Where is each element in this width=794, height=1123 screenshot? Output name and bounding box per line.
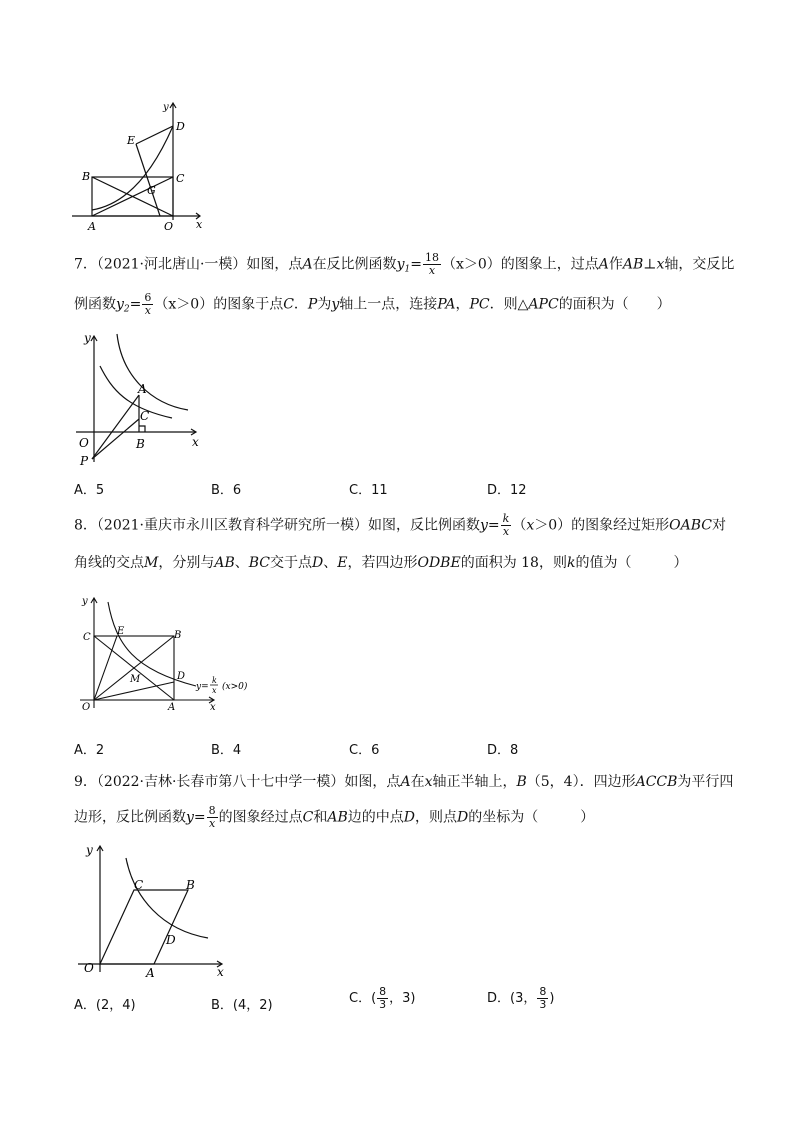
q9-line1: 9．（2022·吉林·长春市第八十七中学一模）如图，点A在x轴正半轴上，B（5，4）．四边形ACCB为平行四	[74, 774, 734, 790]
segment-pa	[92, 395, 139, 459]
label-d: D	[176, 120, 185, 133]
label-d: D	[166, 933, 176, 947]
fraction-8-3: $\frac{8}{3}$	[539, 985, 547, 1011]
curve-8-over-x	[126, 858, 208, 938]
q9-line2: 边形，反比例函数y= $\frac{8}{x}$ 的图象经过点C和AB边的中点D，则点D的坐标为（ ）	[74, 804, 595, 830]
figure-q8	[74, 590, 254, 718]
label-m: M	[130, 674, 141, 685]
label-d: D	[177, 671, 186, 682]
label-y: y	[86, 843, 93, 857]
segment-pc	[92, 419, 139, 459]
curve-label-x: x	[212, 686, 217, 695]
figure-q7	[72, 322, 212, 472]
label-o: O	[164, 220, 174, 233]
curve-label-k: k	[212, 676, 217, 685]
label-o: O	[79, 436, 89, 450]
label-c: C	[176, 172, 185, 185]
label-c: C	[83, 632, 91, 643]
label-b: B	[82, 170, 91, 183]
label-a: A	[88, 220, 96, 233]
label-a: A	[138, 382, 147, 396]
right-angle-mark	[139, 426, 145, 432]
label-e: E	[127, 134, 136, 147]
segment-ed	[136, 126, 173, 144]
label-y: y	[82, 596, 88, 607]
label-p: P	[80, 454, 89, 468]
curve-y2	[100, 366, 172, 418]
q9-option-d[interactable]: D．(3， $\frac{8}{3}$ )	[487, 985, 555, 1011]
label-c: C	[140, 409, 150, 423]
curve-label-condition: (x>0)	[222, 682, 248, 692]
fraction-8-x: $\frac{8}{x}$	[208, 804, 216, 830]
q7-option-c[interactable]: C．11	[349, 483, 388, 498]
segment-eg	[136, 144, 160, 216]
label-c: C	[134, 878, 144, 892]
label-x: x	[217, 965, 224, 978]
curve-y1	[117, 334, 188, 410]
label-b: B	[186, 878, 195, 892]
label-o: O	[82, 702, 91, 713]
fraction-8-3: $\frac{8}{3}$	[379, 985, 387, 1011]
label-a: A	[146, 966, 155, 978]
q8-option-c[interactable]: C．6	[349, 743, 380, 758]
q7-option-d[interactable]: D．12	[487, 483, 527, 498]
curve-label-y: y=	[196, 682, 209, 692]
q9-option-b[interactable]: B．(4，2)	[211, 998, 273, 1013]
label-x: x	[210, 702, 216, 713]
q9-option-c[interactable]: C．( $\frac{8}{3}$ ，3)	[349, 985, 416, 1011]
label-y: y	[163, 102, 169, 113]
label-o: O	[84, 961, 94, 975]
q9-option-a[interactable]: A．(2，4)	[74, 998, 136, 1013]
label-b: B	[174, 630, 182, 641]
label-e: E	[117, 626, 125, 637]
label-y: y	[84, 331, 91, 345]
label-g: G	[147, 184, 156, 197]
label-b: B	[136, 437, 145, 451]
figure-q9	[72, 838, 232, 978]
q7-option-b[interactable]: B．6	[211, 483, 242, 498]
q8-option-d[interactable]: D．8	[487, 743, 519, 758]
q7-line1: 7．（2021·河北唐山·一模）如图，点A在反比例函数$y_1=$ $\frac{18}{x}$ （x＞0）的图象上，过点A作AB⊥x轴，交反比	[74, 251, 735, 277]
figure-q6	[70, 98, 210, 234]
q8-option-a[interactable]: A．2	[74, 743, 105, 758]
q8-option-b[interactable]: B．4	[211, 743, 242, 758]
fraction-6-x: $\frac{6}{x}$	[144, 291, 152, 317]
q7-option-a[interactable]: A．5	[74, 483, 105, 498]
fraction-k-x: $\frac{k}{x}$	[502, 512, 510, 538]
q7-line2: 例函数$y_2=$ $\frac{6}{x}$ （x＞0）的图象于点C．P为y轴上一点，连接PA，PC．则△APC的面积为（ ）	[74, 291, 671, 317]
label-x: x	[192, 435, 199, 449]
fraction-18-x: $\frac{18}{x}$	[424, 251, 439, 277]
label-a: A	[168, 702, 176, 713]
q8-line1: 8．（2021·重庆市永川区教育科学研究所一模）如图，反比例函数y= $\frac{k}{x}$ （x＞0）的图象经过矩形OABC对	[74, 512, 727, 538]
q8-line2: 角线的交点M，分别与AB、BC交于点D、E，若四边形ODBE的面积为 18，则k的值为（ ）	[74, 555, 688, 571]
label-x: x	[196, 218, 203, 231]
